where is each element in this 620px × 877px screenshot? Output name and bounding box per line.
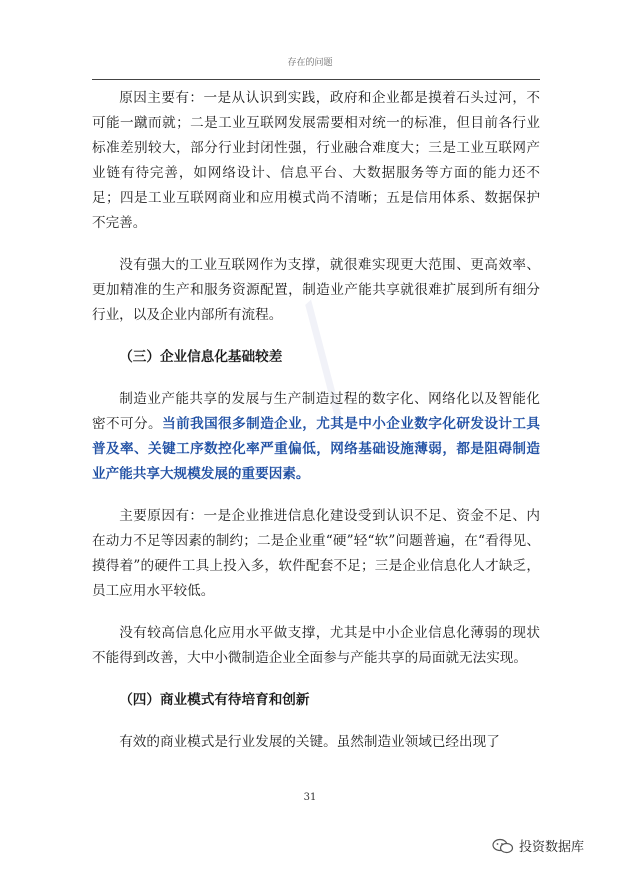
running-header: 存在的问题 — [287, 58, 333, 68]
document-body — [92, 86, 540, 772]
paragraph: 有效的商业模式是行业发展的关键。虽然制造业领域已经出现了 — [119, 734, 500, 750]
paragraph: 没有强大的工业互联网作为支撑，就很难实现更大范围、更高效率、更加精准的生产和服务资源配置，制造业产能共享就很难扩展到所有细分行业，以及企业内部所有流程。 — [92, 257, 540, 323]
paragraph — [92, 387, 540, 487]
wechat-icon — [492, 838, 514, 854]
watermark-text: 投资数据库 — [519, 840, 585, 855]
highlighted-text: 当前我国很多制造企业，尤其是中小企业数字化研发设计工具普及率、关键工序数控化率严重偏低，网络基础设施薄弱，都是阻碍制造业产能共享大规模发展的重要因素。 — [92, 416, 541, 482]
paragraph-text: 制造业产能共享的发展与生产制造过程的数字化、网络化以及智能化密不可分。 — [92, 391, 540, 432]
source-watermark — [492, 836, 584, 855]
section-heading: （四）商业模式有待培育和创新 — [119, 692, 310, 708]
header-rule — [92, 79, 540, 80]
section-heading: （三）企业信息化基础较差 — [119, 349, 283, 365]
paragraph: 没有较高信息化应用水平做支撑，尤其是中小企业信息化薄弱的现状不能得到改善，大中小微制造企业全面参与产能共享的局面就无法实现。 — [92, 625, 540, 666]
paragraph: 主要原因有：一是企业推进信息化建设受到认识不足、资金不足、内在动力不足等因素的制约；二是企业重“硬”轻“软”问题普遍，在“看得见、摸得着”的硬件工具上投入多，软件配套不足；三是企业信息化人才缺乏，员工应用水平较低。 — [92, 508, 540, 599]
background-watermark: ╱ — [268, 302, 379, 417]
paragraph: 原因主要有：一是从认识到实践，政府和企业都是摸着石头过河，不可能一蹴而就；二是工业互联网发展需要相对统一的标准，但目前各行业标准差别较大，部分行业封闭性强，行业融合难度大；三是工业互联网产业链有待完善，如网络设计、信息平台、大数据服务等方面的能力还不足；四是工业互联网商业和应用模式尚不清晰；五是信用体系、数据保护不完善。 — [92, 90, 540, 231]
page-number: 31 — [303, 792, 317, 803]
